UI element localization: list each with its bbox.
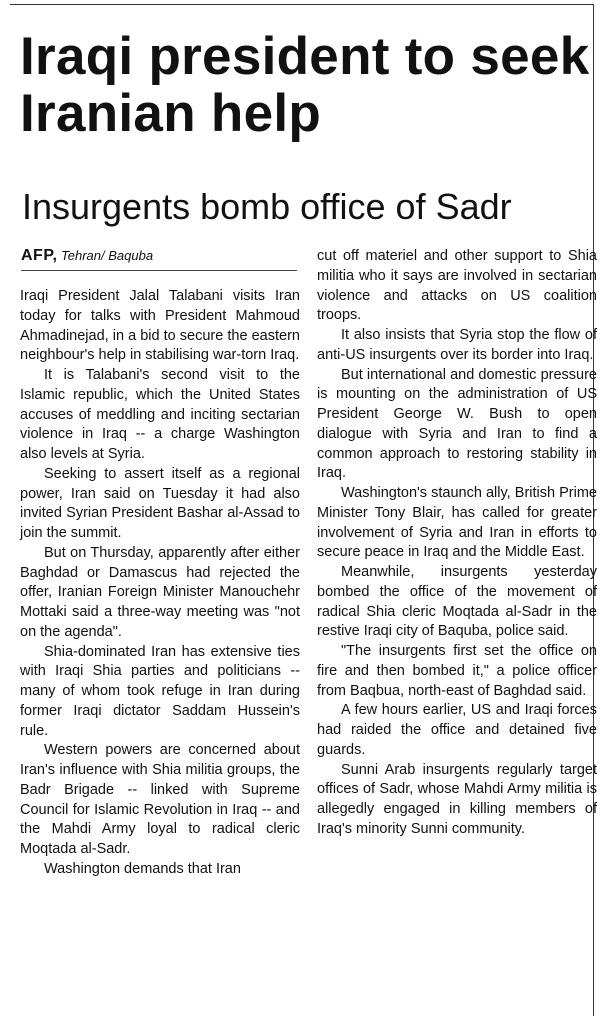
paragraph: Iraqi President Jalal Talabani visits Iran today for talks with President Mahmoud Ahmadinejad, in a bid to secure the eastern neighbour's help in stabilising war-torn Iraq. (20, 288, 300, 364)
paragraph: cut off materiel and other support to Shia militia who it says are involved in sectarian violence and attacks on US coalition troops. (317, 248, 597, 324)
paragraph: Seeking to assert itself as a regional power, Iran said on Tuesday it had also invited Syrian President Bashar al-Assad to join the summit. (20, 465, 300, 541)
agency-credit: AFP, (21, 247, 58, 264)
paragraph: It also insists that Syria stop the flow of anti-US insurgents over its border into Iraq. (317, 327, 597, 363)
article-column-1 (20, 287, 300, 880)
paragraph: Washington's staunch ally, British Prime Minister Tony Blair, has called for greater involvement of Syria and Iran in efforts to secure peace in Iraq and the Middle East. (317, 485, 597, 561)
paragraph: Meanwhile, insurgents yesterday bombed the office of the movement of radical Shia cleric Moqtada al-Sadr in the restive Iraqi city of Baquba, police said. (317, 564, 597, 640)
paragraph: But international and domestic pressure is mounting on the administration of US President George W. Bush to open dialogue with Syria and Iran to find a common approach to restoring stability in Iraq. (317, 366, 597, 482)
paragraph: But on Thursday, apparently after either Baghdad or Damascus had rejected the offer, Iranian Foreign Minister Manouchehr Mottaki said a three-way meeting was "not on the agenda". (20, 544, 300, 640)
dateline (21, 246, 298, 266)
dateline-location: Tehran/ Baquba (61, 248, 154, 263)
paragraph: It is Talabani's second visit to the Islamic republic, which the United States accuses of meddling and inciting sectarian violence in Iraq -- a charge Washington also levels at Syria. (20, 367, 300, 462)
paragraph: Sunni Arab insurgents regularly target offices of Sadr, whose Mahdi Army militia is allegedly engaged in killing members of Iraq's minority Sunni community. (317, 761, 597, 837)
paragraph: A few hours earlier, US and Iraqi forces had raided the office and detained five guards. (317, 702, 597, 758)
article-column-2 (317, 247, 597, 840)
paragraph: Shia-dominated Iran has extensive ties with Iraqi Shia parties and politicians -- many of whom took refuge in Iran during former Iraqi dictator Saddam Hussein's rule. (20, 643, 300, 739)
paragraph: Western powers are concerned about Iran's influence with Shia militia groups, the Badr Brigade -- linked with Supreme Council for Islamic Revolution in Iraq -- and the Mahdi Army loyal to radical cleric Moqtada al-Sadr. (20, 742, 300, 857)
top-rule (10, 4, 594, 5)
headline: Iraqi president to seek Iranian help (20, 27, 590, 143)
paragraph: Washington demands that Iran (44, 860, 241, 877)
paragraph: "The insurgents first set the office on fire and then bombed it," a police officer from Baqbua, north-east of Baghdad said. (317, 643, 597, 699)
dateline-rule (21, 270, 297, 271)
subheadline: Insurgents bomb office of Sadr (22, 186, 512, 227)
